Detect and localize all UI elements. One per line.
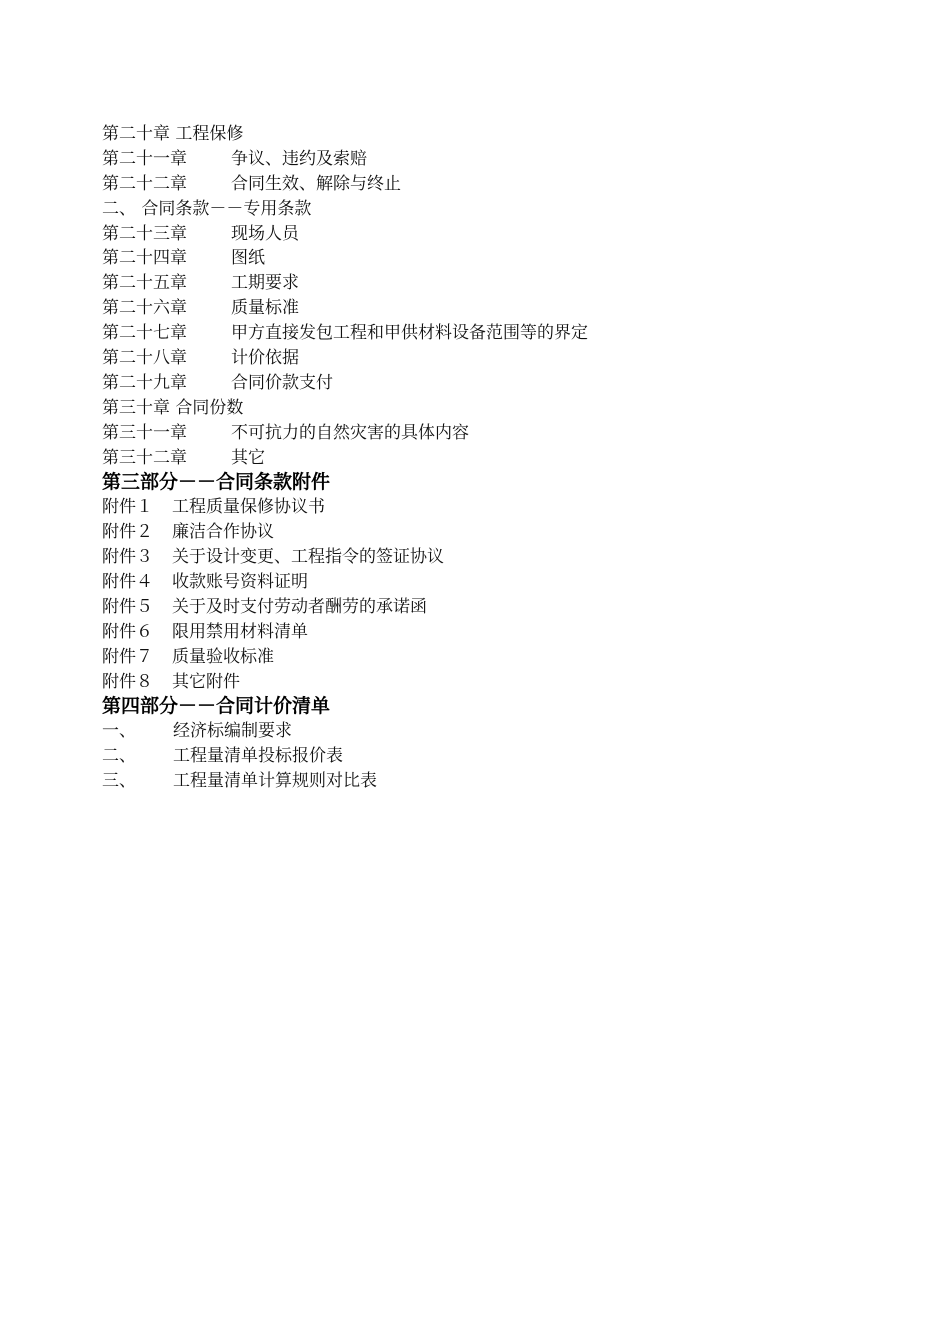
toc-chapter-24	[102, 246, 902, 271]
toc-chapter-31	[102, 421, 902, 446]
toc-attachment-2	[102, 520, 902, 545]
chapter-title: 争议、违约及索赔	[231, 148, 367, 169]
chapter-title: 工期要求	[231, 273, 299, 294]
chapter-number: 第二十九章	[102, 372, 187, 393]
chapter-number: 第三十二章	[102, 447, 187, 468]
attachment-number: 附件２	[102, 522, 153, 543]
toc-chapter-32	[102, 446, 902, 471]
toc-part-4-item-2	[102, 744, 902, 769]
toc-chapter-27	[102, 321, 902, 346]
toc-section-2: 二、 合同条款－－专用条款	[102, 198, 312, 219]
toc-attachment-7	[102, 645, 902, 670]
chapter-number: 第三十一章	[102, 422, 187, 443]
attachment-number: 附件６	[102, 621, 153, 642]
chapter-number: 第二十五章	[102, 273, 187, 294]
attachment-title: 工程质量保修协议书	[172, 497, 325, 518]
chapter-number: 第二十二章	[102, 173, 187, 194]
chapter-title: 其它	[231, 447, 265, 468]
attachment-title: 廉洁合作协议	[172, 522, 274, 543]
attachment-number: 附件１	[102, 497, 153, 518]
attachment-number: 附件３	[102, 547, 153, 568]
attachment-title: 质量验收标准	[172, 646, 274, 667]
attachment-title: 关于设计变更、工程指令的签证协议	[172, 547, 444, 568]
attachment-number: 附件４	[102, 572, 153, 593]
toc-chapter-21	[102, 147, 902, 172]
toc-chapter-25	[102, 271, 902, 296]
attachment-title: 关于及时支付劳动者酬劳的承诺函	[172, 596, 427, 617]
toc-part-4-heading: 第四部分－－合同计价清单	[102, 695, 331, 718]
item-number: 一、	[102, 721, 136, 742]
chapter-title: 质量标准	[231, 298, 299, 319]
toc-chapter-30: 第三十章 合同份数	[102, 397, 244, 418]
item-title: 工程量清单投标报价表	[173, 746, 343, 767]
toc-attachment-5	[102, 595, 902, 620]
chapter-number: 第二十一章	[102, 148, 187, 169]
item-title: 经济标编制要求	[173, 721, 292, 742]
attachment-number: 附件７	[102, 646, 153, 667]
toc-attachment-3	[102, 545, 902, 570]
chapter-title: 不可抗力的自然灾害的具体内容	[231, 422, 469, 443]
toc-chapter-26	[102, 296, 902, 321]
toc-part-4-item-3	[102, 769, 902, 794]
toc-part-3-heading: 第三部分－－合同条款附件	[102, 471, 331, 494]
toc-part-4-item-1	[102, 719, 902, 744]
toc-attachment-8	[102, 670, 902, 695]
toc-attachment-6	[102, 620, 902, 645]
toc-chapter-20: 第二十章 工程保修	[102, 124, 244, 144]
chapter-number: 第二十四章	[102, 248, 187, 269]
attachment-title: 收款账号资料证明	[172, 572, 308, 593]
toc-attachment-1	[102, 495, 902, 520]
chapter-number: 第二十三章	[102, 223, 187, 244]
attachment-title: 限用禁用材料清单	[172, 621, 308, 642]
table-of-contents	[102, 122, 902, 794]
attachment-title: 其它附件	[172, 671, 240, 692]
chapter-number: 第二十八章	[102, 348, 187, 369]
item-title: 工程量清单计算规则对比表	[173, 771, 377, 792]
chapter-title: 计价依据	[231, 348, 299, 369]
chapter-number: 第二十七章	[102, 323, 187, 344]
toc-attachment-4	[102, 570, 902, 595]
chapter-title: 合同生效、解除与终止	[231, 173, 401, 194]
chapter-title: 现场人员	[231, 223, 299, 244]
attachment-number: 附件５	[102, 596, 153, 617]
attachment-number: 附件８	[102, 671, 153, 692]
toc-chapter-22	[102, 172, 902, 197]
chapter-title: 图纸	[231, 248, 265, 269]
chapter-title: 合同价款支付	[231, 372, 333, 393]
chapter-title: 甲方直接发包工程和甲供材料设备范围等的界定	[231, 323, 588, 344]
toc-chapter-29	[102, 371, 902, 396]
item-number: 三、	[102, 771, 136, 792]
chapter-number: 第二十六章	[102, 298, 187, 319]
item-number: 二、	[102, 746, 136, 767]
toc-chapter-23	[102, 222, 902, 247]
toc-chapter-28	[102, 346, 902, 371]
